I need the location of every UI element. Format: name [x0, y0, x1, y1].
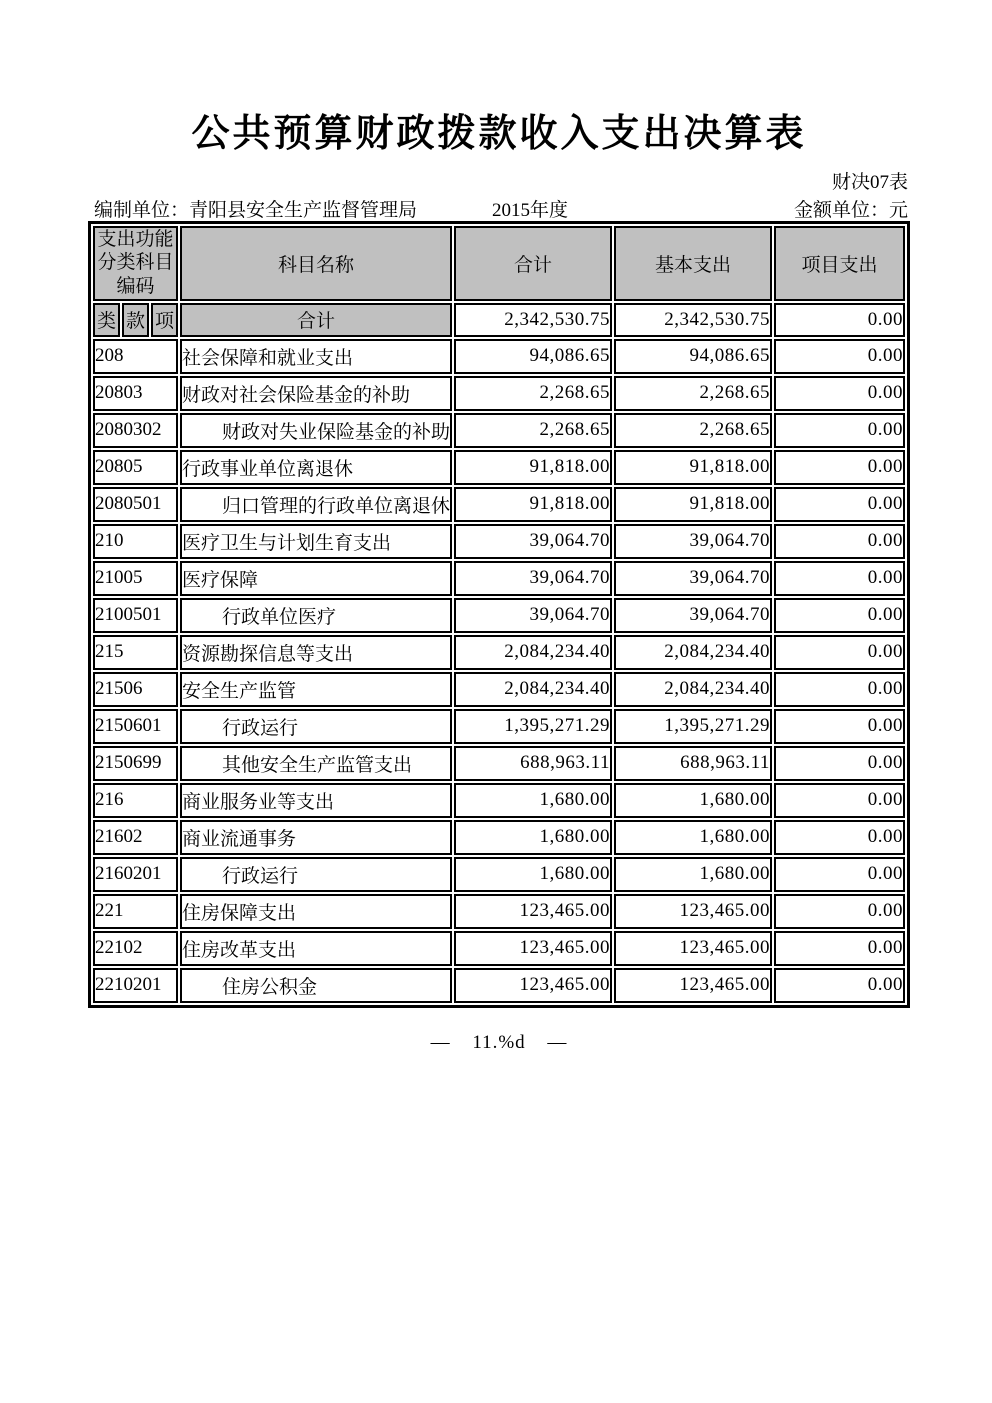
- table-row: [93, 672, 905, 707]
- table-row: [93, 598, 905, 633]
- amount-unit-label: 金额单位：: [793, 199, 889, 221]
- row-basic: 123,465.00: [614, 931, 772, 966]
- row-name: 财政对失业保险基金的补助: [180, 413, 452, 448]
- table-row: [93, 783, 905, 818]
- col-header-function-code: [93, 226, 178, 301]
- subcol-header-item: 项: [151, 303, 178, 337]
- table-row: [93, 894, 905, 929]
- table-row: [93, 857, 905, 892]
- row-name: 住房改革支出: [180, 931, 452, 966]
- table-row: [93, 339, 905, 374]
- budget-table: [88, 221, 910, 1008]
- row-total: 2,268.65: [454, 376, 612, 411]
- row-total: 2,084,234.40: [454, 672, 612, 707]
- row-project: 0.00: [774, 931, 905, 966]
- row-total: 39,064.70: [454, 561, 612, 596]
- table-row: [93, 820, 905, 855]
- row-code: 2150601: [93, 709, 178, 744]
- row-code: 20803: [93, 376, 178, 411]
- row-code: 2080302: [93, 413, 178, 448]
- row-name: 财政对社会保险基金的补助: [180, 376, 452, 411]
- subcol-header-class: 类: [93, 303, 120, 337]
- row-basic: 123,465.00: [614, 968, 772, 1003]
- row-basic: 94,086.65: [614, 339, 772, 374]
- prepared-by-label: 编制单位：: [94, 199, 190, 221]
- row-basic: 1,680.00: [614, 820, 772, 855]
- row-code: 216: [93, 783, 178, 818]
- row-project: 0.00: [774, 709, 905, 744]
- row-code: 210: [93, 524, 178, 559]
- grand-total-label: 合计: [180, 303, 452, 337]
- row-basic: 91,818.00: [614, 450, 772, 485]
- row-total: 91,818.00: [454, 487, 612, 522]
- table-row: [93, 450, 905, 485]
- row-code: 2150699: [93, 746, 178, 781]
- row-total: 1,680.00: [454, 820, 612, 855]
- row-project: 0.00: [774, 450, 905, 485]
- col-header-project-expenditure: 项目支出: [774, 226, 905, 301]
- row-project: 0.00: [774, 413, 905, 448]
- row-name: 住房公积金: [180, 968, 452, 1003]
- col-header-basic-expenditure: 基本支出: [614, 226, 772, 301]
- row-total: 39,064.70: [454, 524, 612, 559]
- table-row: [93, 413, 905, 448]
- row-basic: 1,680.00: [614, 857, 772, 892]
- row-basic: 2,268.65: [614, 413, 772, 448]
- row-code: 21005: [93, 561, 178, 596]
- row-code: 215: [93, 635, 178, 670]
- row-total: 91,818.00: [454, 450, 612, 485]
- row-name: 行政事业单位离退休: [180, 450, 452, 485]
- row-total: 39,064.70: [454, 598, 612, 633]
- row-basic: 1,395,271.29: [614, 709, 772, 744]
- document-content: [88, 0, 910, 1054]
- row-total: 94,086.65: [454, 339, 612, 374]
- subcol-header-section: 款: [122, 303, 149, 337]
- row-name: 医疗卫生与计划生育支出: [180, 524, 452, 559]
- row-project: 0.00: [774, 635, 905, 670]
- col-header-function-code-text: 支出功能分类科目编码: [97, 228, 174, 298]
- row-code: 208: [93, 339, 178, 374]
- row-basic: 2,084,234.40: [614, 635, 772, 670]
- row-project: 0.00: [774, 857, 905, 892]
- row-project: 0.00: [774, 487, 905, 522]
- row-total: 123,465.00: [454, 894, 612, 929]
- table-row: [93, 968, 905, 1003]
- prepared-by: [94, 195, 417, 222]
- row-code: 20805: [93, 450, 178, 485]
- row-project: 0.00: [774, 894, 905, 929]
- row-project: 0.00: [774, 783, 905, 818]
- row-name: 归口管理的行政单位离退休: [180, 487, 452, 522]
- fiscal-year: 2015年度: [492, 199, 569, 221]
- table-row: [93, 709, 905, 744]
- row-code: 2160201: [93, 857, 178, 892]
- row-name: 资源勘探信息等支出: [180, 635, 452, 670]
- row-project: 0.00: [774, 561, 905, 596]
- prepared-by-value: 青阳县安全生产监督管理局: [189, 199, 418, 221]
- table-row: [93, 746, 905, 781]
- info-line: [88, 195, 910, 221]
- row-code: 2210201: [93, 968, 178, 1003]
- row-code: 221: [93, 894, 178, 929]
- row-basic: 123,465.00: [614, 894, 772, 929]
- row-name: 社会保障和就业支出: [180, 339, 452, 374]
- col-header-subject-name: 科目名称: [180, 226, 452, 301]
- row-name: 商业服务业等支出: [180, 783, 452, 818]
- row-project: 0.00: [774, 672, 905, 707]
- row-project: 0.00: [774, 598, 905, 633]
- table-header-row: [93, 226, 905, 301]
- table-row: [93, 635, 905, 670]
- row-total: 2,084,234.40: [454, 635, 612, 670]
- grand-total-amount: 2,342,530.75: [454, 303, 612, 337]
- row-basic: 39,064.70: [614, 524, 772, 559]
- row-basic: 39,064.70: [614, 561, 772, 596]
- page-title: 公共预算财政拨款收入支出决算表: [191, 113, 807, 155]
- table-row: [93, 376, 905, 411]
- table-row: [93, 487, 905, 522]
- page-footer: — 11.%d —: [430, 1031, 568, 1053]
- row-total: 2,268.65: [454, 413, 612, 448]
- col-header-total: 合计: [454, 226, 612, 301]
- row-name: 医疗保障: [180, 561, 452, 596]
- row-basic: 688,963.11: [614, 746, 772, 781]
- row-name: 行政运行: [180, 709, 452, 744]
- row-name: 住房保障支出: [180, 894, 452, 929]
- form-code: 财决07表: [831, 171, 908, 193]
- row-project: 0.00: [774, 339, 905, 374]
- table-row: [93, 931, 905, 966]
- row-code: 21602: [93, 820, 178, 855]
- row-project: 0.00: [774, 968, 905, 1003]
- row-basic: 1,680.00: [614, 783, 772, 818]
- grand-total-basic: 2,342,530.75: [614, 303, 772, 337]
- amount-unit: [794, 195, 908, 222]
- row-name: 行政单位医疗: [180, 598, 452, 633]
- row-basic: 2,084,234.40: [614, 672, 772, 707]
- grand-total-row: [93, 303, 905, 337]
- row-name: 安全生产监管: [180, 672, 452, 707]
- row-total: 1,680.00: [454, 857, 612, 892]
- row-total: 1,395,271.29: [454, 709, 612, 744]
- row-code: 2080501: [93, 487, 178, 522]
- grand-total-project: 0.00: [774, 303, 905, 337]
- amount-unit-value: 元: [888, 199, 908, 221]
- row-project: 0.00: [774, 820, 905, 855]
- row-code: 22102: [93, 931, 178, 966]
- row-project: 0.00: [774, 746, 905, 781]
- row-name: 商业流通事务: [180, 820, 452, 855]
- row-basic: 2,268.65: [614, 376, 772, 411]
- table-body: [93, 339, 905, 1003]
- row-project: 0.00: [774, 524, 905, 559]
- row-code: 2100501: [93, 598, 178, 633]
- row-name: 其他安全生产监管支出: [180, 746, 452, 781]
- row-basic: 91,818.00: [614, 487, 772, 522]
- row-basic: 39,064.70: [614, 598, 772, 633]
- row-total: 123,465.00: [454, 931, 612, 966]
- row-code: 21506: [93, 672, 178, 707]
- row-name: 行政运行: [180, 857, 452, 892]
- row-project: 0.00: [774, 376, 905, 411]
- row-total: 123,465.00: [454, 968, 612, 1003]
- row-total: 688,963.11: [454, 746, 612, 781]
- row-total: 1,680.00: [454, 783, 612, 818]
- table-row: [93, 561, 905, 596]
- table-row: [93, 524, 905, 559]
